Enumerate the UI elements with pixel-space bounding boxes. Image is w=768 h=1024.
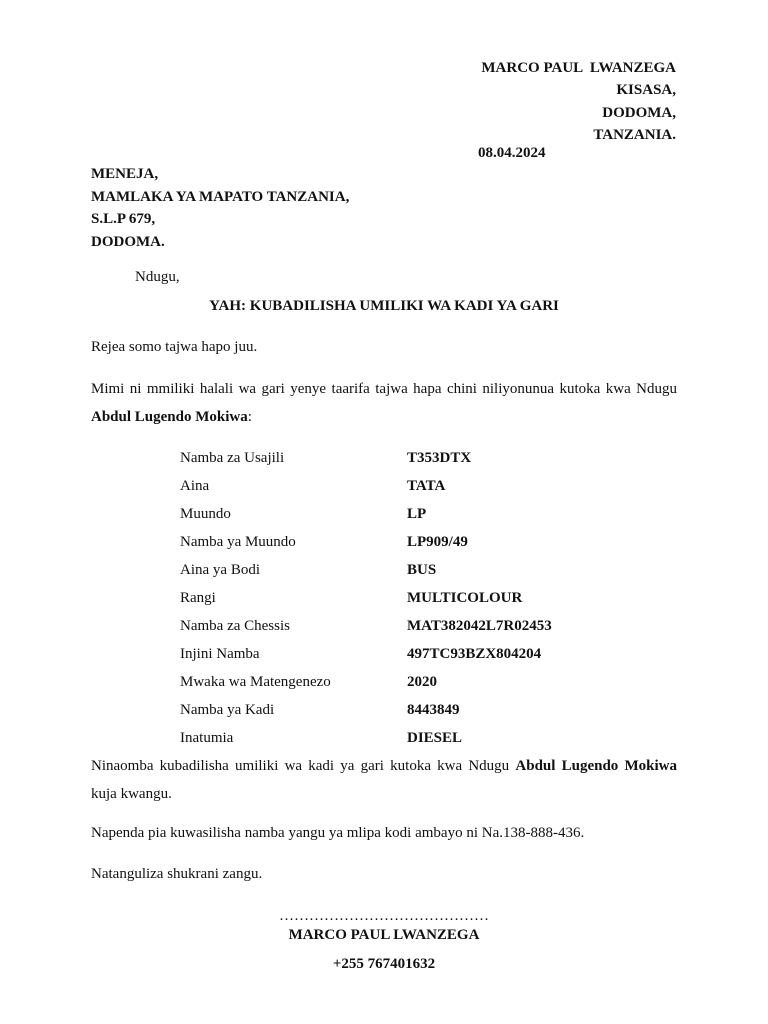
vehicle-detail-row bbox=[180, 444, 552, 472]
intro-end: : bbox=[247, 409, 252, 425]
vehicle-detail-label: Namba za Usajili bbox=[180, 449, 285, 466]
vehicle-detail-row bbox=[180, 668, 552, 696]
vehicle-detail-value: LP909/49 bbox=[407, 533, 468, 550]
vehicle-detail-label: Inatumia bbox=[180, 729, 234, 746]
vehicle-detail-label: Muundo bbox=[180, 505, 231, 522]
vehicle-detail-row bbox=[180, 528, 552, 556]
vehicle-detail-row bbox=[180, 724, 552, 752]
vehicle-detail-label: Namba za Chessis bbox=[180, 617, 290, 634]
letter-date: 08.04.2024 bbox=[478, 145, 546, 161]
vehicle-detail-label: Namba ya Muundo bbox=[180, 533, 296, 550]
vehicle-detail-label: Injini Namba bbox=[180, 645, 260, 662]
vehicle-detail-label: Mwaka wa Matengenezo bbox=[180, 673, 331, 690]
vehicle-detail-value: MAT382042L7R02453 bbox=[407, 617, 552, 634]
vehicle-detail-value: LP bbox=[407, 505, 427, 522]
vehicle-detail-value: BUS bbox=[407, 561, 437, 578]
request-paragraph bbox=[91, 752, 677, 808]
vehicle-detail-value: TATA bbox=[407, 477, 446, 494]
sender-address-line: DODOMA, bbox=[602, 104, 676, 121]
vehicle-detail-row bbox=[180, 472, 552, 500]
recipient-po-box: S.L.P 679, bbox=[91, 211, 156, 227]
vehicle-detail-value: 2020 bbox=[407, 673, 437, 690]
seller-name: Abdul Lugendo Mokiwa bbox=[515, 758, 678, 774]
intro-text: Mimi ni mmiliki halali wa gari yenye taarifa tajwa hapa chini niliyonunua kutoka kwa Ndugu bbox=[91, 381, 677, 397]
vehicle-detail-value: DIESEL bbox=[407, 729, 463, 746]
vehicle-detail-value: 497TC93BZX804204 bbox=[407, 645, 542, 662]
vehicle-detail-row bbox=[180, 696, 552, 724]
vehicle-detail-row bbox=[180, 612, 552, 640]
signature-phone: +255 767401632 bbox=[332, 956, 436, 972]
sender-address-line: KISASA, bbox=[616, 82, 676, 99]
recipient-city: DODOMA. bbox=[91, 233, 165, 250]
signature-line: …………………………………… bbox=[279, 908, 489, 924]
vehicle-detail-label: Namba ya Kadi bbox=[180, 701, 275, 718]
vehicle-detail-value: 8443849 bbox=[407, 701, 460, 718]
letter-subject: YAH: KUBADILISHA UMILIKI WA KADI YA GARI bbox=[209, 298, 559, 314]
intro-paragraph bbox=[91, 375, 677, 431]
vehicle-detail-label: Rangi bbox=[180, 589, 216, 606]
vehicle-detail-value: T353DTX bbox=[407, 449, 472, 466]
vehicle-detail-label: Aina bbox=[180, 477, 210, 494]
seller-name: Abdul Lugendo Mokiwa bbox=[91, 409, 248, 425]
thanks-line: Natanguliza shukrani zangu. bbox=[91, 866, 263, 882]
sender-address-line: TANZANIA. bbox=[593, 126, 676, 143]
recipient-address bbox=[91, 163, 349, 253]
tin-paragraph: Napenda pia kuwasilisha namba yangu ya mlipa kodi ambayo ni Na.138-888-436. bbox=[91, 825, 585, 841]
vehicle-detail-row bbox=[180, 640, 552, 668]
salutation: Ndugu, bbox=[135, 269, 180, 285]
request-text: Ninaomba kubadilisha umiliki wa kadi ya gari kutoka kwa Ndugu bbox=[91, 758, 516, 774]
vehicle-detail-row bbox=[180, 556, 552, 584]
reference-line: Rejea somo tajwa hapo juu. bbox=[91, 339, 258, 355]
vehicle-detail-row bbox=[180, 584, 552, 612]
vehicle-details-table bbox=[180, 444, 552, 752]
recipient-organization: MAMLAKA YA MAPATO TANZANIA, bbox=[91, 188, 350, 205]
vehicle-detail-label: Aina ya Bodi bbox=[180, 561, 260, 578]
vehicle-detail-row bbox=[180, 500, 552, 528]
signature-name: MARCO PAUL LWANZEGA bbox=[288, 927, 480, 943]
sender-name: MARCO PAUL LWANZEGA bbox=[481, 60, 676, 76]
request-end: kuja kwangu. bbox=[91, 786, 172, 802]
vehicle-detail-value: MULTICOLOUR bbox=[407, 589, 523, 606]
recipient-title: MENEJA, bbox=[91, 166, 159, 182]
sender-address bbox=[481, 57, 676, 146]
